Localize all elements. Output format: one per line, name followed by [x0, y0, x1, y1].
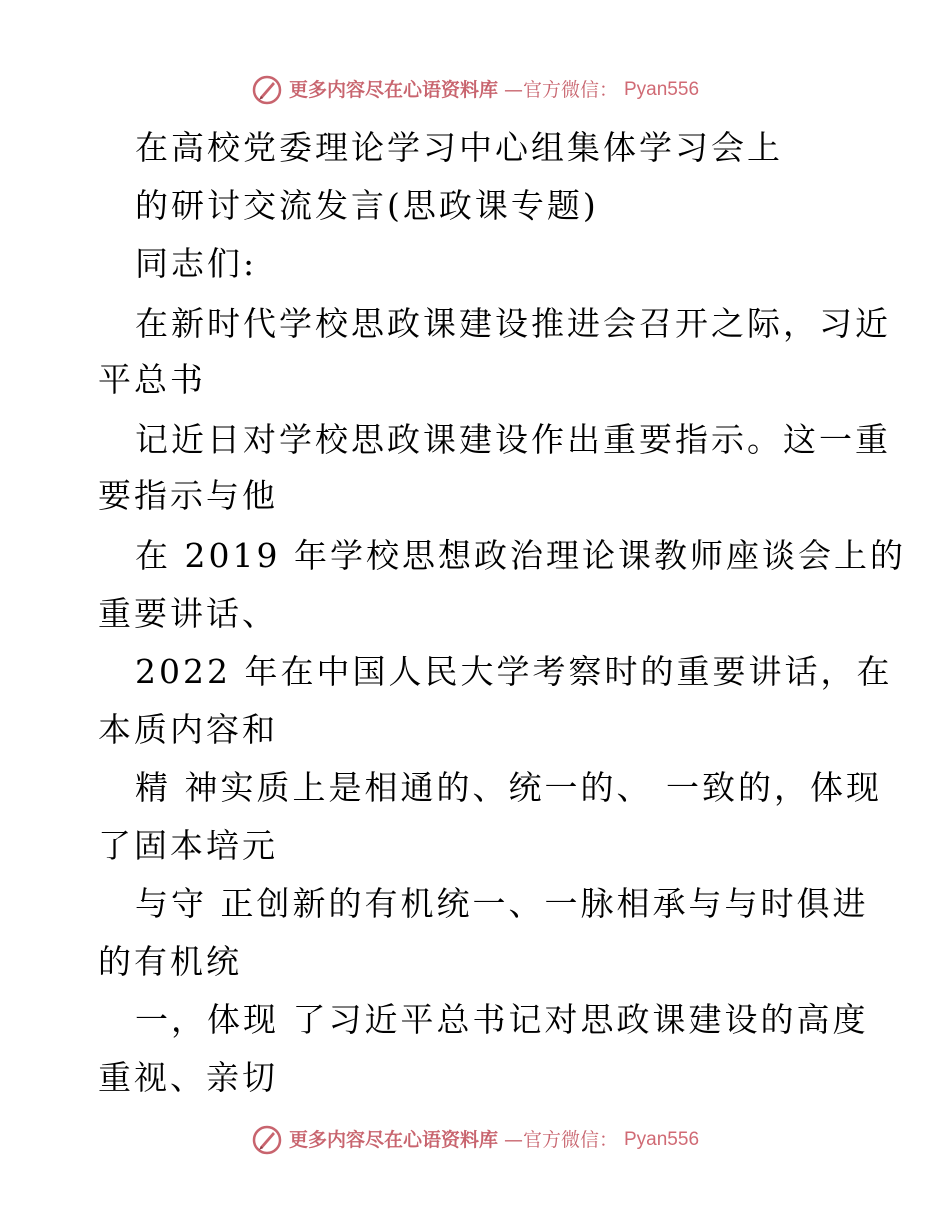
paragraph-line: 本质内容和 — [98, 710, 278, 749]
quill-logo-icon — [251, 1124, 283, 1156]
paragraph-line: 要指示与他 — [98, 476, 278, 515]
watermark-handle: Pyan556 — [624, 79, 700, 100]
paragraph-line: 精 神实质上是相通的、统一的、 一致的，体现 — [135, 768, 882, 807]
watermark-text: 更多内容尽在心语资料库 — [288, 1129, 498, 1151]
title-line-1: 在高校党委理论学习中心组集体学习会上 — [135, 128, 783, 167]
paragraph-line: 重视、亲切 — [98, 1058, 278, 1097]
paragraph-line: 了固本培元 — [98, 826, 278, 865]
quill-logo-icon — [251, 74, 283, 106]
watermark-bottom — [0, 1125, 950, 1155]
paragraph-line: 重要讲话、 — [98, 594, 278, 633]
watermark-text: 更多内容尽在心语资料库 — [288, 79, 498, 101]
watermark-handle: Pyan556 — [624, 1129, 700, 1150]
paragraph-line: 在新时代学校思政课建设推进会召开之际，习近 — [135, 304, 891, 343]
watermark-official-label: —官方微信： — [503, 1129, 618, 1151]
watermark-top — [0, 75, 950, 105]
paragraph-line: 2022 年在中国人民大学考察时的重要讲话，在 — [135, 652, 893, 691]
paragraph-line: 与守 正创新的有机统一、一脉相承与与时俱进 — [135, 884, 869, 923]
paragraph-line: 记近日对学校思政课建设作出重要指示。这一重 — [135, 420, 891, 459]
paragraph-line: 平总书 — [98, 360, 206, 399]
watermark-official-label: —官方微信： — [503, 79, 618, 101]
paragraph-line: 一，体现 了习近平总书记对思政课建设的高度 — [135, 1000, 869, 1039]
paragraph-line: 的有机统 — [98, 942, 242, 981]
paragraph-line: 在 2019 年学校思想政治理论课教师座谈会上的 — [135, 536, 906, 575]
salutation: 同志们: — [135, 244, 258, 283]
title-line-2: 的研讨交流发言(思政课专题) — [135, 186, 599, 225]
